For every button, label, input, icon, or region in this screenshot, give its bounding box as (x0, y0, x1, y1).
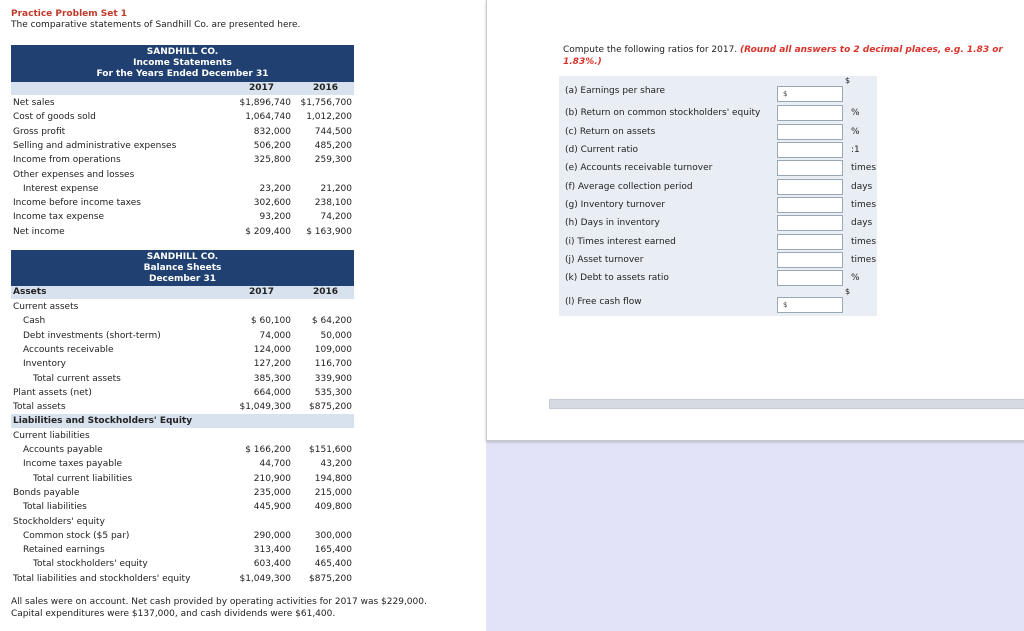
is-row (11, 168, 354, 182)
bs-value-2016: $ 64,200 (311, 316, 352, 327)
bs-value-2016: 43,200 (320, 459, 352, 470)
ratio-label: (l) Free cash flow (565, 297, 642, 307)
is-value-2016: $ 163,900 (306, 226, 352, 237)
bs-statement: Balance Sheets (143, 263, 222, 273)
note-text (11, 596, 471, 620)
is-value-2016: 21,200 (320, 183, 352, 194)
ratio-unit: times (851, 237, 877, 247)
bs-assets-label: Assets (13, 287, 47, 297)
bs-row-label: Cash (23, 316, 46, 327)
bs-value-2016: 535,300 (314, 387, 352, 398)
ratio-label: (c) Return on assets (565, 127, 656, 137)
ratio-label: (h) Days in inventory (565, 218, 660, 228)
is-row (11, 182, 354, 196)
is-value-2017: $ 209,400 (245, 226, 291, 237)
bs-value-2016: 215,000 (314, 487, 352, 498)
ratio-unit: :1 (851, 145, 860, 155)
bs-value-2016: 116,700 (314, 359, 352, 370)
bs-row (11, 572, 354, 586)
bs-row (11, 343, 354, 357)
bs-row (11, 400, 354, 414)
bs-value-2017: 445,900 (253, 502, 291, 513)
bs-row (11, 357, 354, 371)
ratio-answer-input[interactable] (777, 215, 843, 231)
bs-value-2016: 300,000 (314, 530, 352, 541)
is-row (11, 153, 354, 167)
bs-value-2017: 235,000 (253, 487, 291, 498)
bs-value-2016: 465,400 (314, 559, 352, 570)
is-value-2017: 302,600 (253, 198, 291, 209)
bs-value-2017: $ 166,200 (245, 445, 291, 455)
ratio-unit: days (851, 218, 873, 228)
bs-row-label: Common stock ($5 par) (23, 530, 130, 541)
ratio-unit: % (851, 127, 860, 137)
is-value-2017: 23,200 (259, 183, 291, 194)
note-line-1: All sales were on account. Net cash provided by operating activities for 2017 was $229,000. (11, 597, 427, 607)
is-row-label: Net income (13, 226, 65, 237)
bs-value-2017: $ 60,100 (250, 316, 291, 327)
is-statement: Income Statements (133, 58, 232, 68)
problem-intro: The comparative statements of Sandhill Co. are presented here. (11, 20, 301, 30)
bs-value-2016: $875,200 (309, 402, 352, 413)
bs-row-label: Accounts payable (23, 445, 103, 455)
ratio-label: (j) Asset turnover (565, 255, 644, 265)
bs-row (11, 543, 354, 557)
bs-row-label: Total liabilities (23, 502, 87, 513)
ratio-label: (e) Accounts receivable turnover (565, 163, 713, 173)
balance-sheet-header (11, 250, 354, 286)
ratio-answer-input[interactable] (777, 124, 843, 140)
is-year2: 2016 (312, 83, 338, 93)
bs-row-label: Current assets (13, 302, 79, 312)
bs-row (11, 386, 354, 400)
bs-row (11, 457, 354, 471)
bs-value-2017: 313,400 (253, 545, 291, 556)
bs-row (11, 486, 354, 500)
is-value-2016: 485,200 (314, 140, 352, 151)
is-value-2017: 832,000 (253, 126, 291, 137)
is-row-label: Selling and administrative expenses (13, 140, 177, 151)
dollar-sign-inline: $ (783, 301, 788, 309)
bs-value-2017: $1,049,300 (239, 573, 291, 584)
is-row (11, 139, 354, 153)
bs-row-label: Current liabilities (13, 430, 90, 441)
bs-year2: 2016 (312, 287, 338, 297)
is-row-label: Cost of goods sold (13, 112, 96, 123)
is-value-2016: 1,012,200 (306, 112, 352, 123)
bs-year1: 2017 (248, 287, 274, 297)
is-row (11, 196, 354, 210)
bs-row (11, 414, 354, 428)
bs-row-label: Total stockholders' equity (33, 559, 148, 570)
bs-row-label: Inventory (23, 359, 66, 370)
is-value-2016: 744,500 (314, 126, 352, 137)
bs-value-2017: 603,400 (253, 559, 291, 570)
bs-row (11, 557, 354, 571)
is-value-2017: 93,200 (259, 212, 291, 223)
is-value-2017: $1,896,740 (239, 98, 291, 108)
is-row (11, 110, 354, 124)
dollar-sign-label: $ (845, 76, 851, 85)
bs-value-2016: 194,800 (314, 473, 352, 484)
is-row-label: Gross profit (13, 126, 66, 137)
ratio-answer-input[interactable] (777, 105, 843, 121)
bs-company: SANDHILL CO. (146, 252, 219, 262)
ratio-unit: % (851, 108, 860, 118)
is-year1: 2017 (248, 83, 274, 93)
ratio-answer-input[interactable] (777, 270, 843, 286)
problem-panel (0, 0, 486, 631)
is-row-label: Income tax expense (13, 212, 105, 223)
ratio-label: (g) Inventory turnover (565, 200, 665, 210)
bs-row-label: Total assets (13, 402, 66, 413)
bs-row-label: Stockholders' equity (13, 516, 105, 527)
bs-year-row (11, 286, 354, 299)
bs-value-2017: 127,200 (253, 359, 291, 370)
is-row (11, 210, 354, 224)
bs-value-2016: 339,900 (314, 373, 352, 384)
bs-value-2017: 210,900 (253, 473, 291, 484)
bs-value-2017: 74,000 (259, 330, 291, 341)
ratio-unit: times (851, 255, 877, 265)
is-value-2017: 1,064,740 (245, 112, 291, 123)
ratio-answer-input[interactable] (777, 160, 843, 176)
is-value-2016: 259,300 (314, 155, 352, 166)
ratio-unit: % (851, 273, 860, 283)
ratio-label: (d) Current ratio (565, 145, 639, 155)
bs-row (11, 472, 354, 486)
ratio-label: (b) Return on common stockholders' equity (565, 108, 761, 118)
is-value-2017: 506,200 (253, 140, 291, 151)
dollar-sign-inline: $ (783, 90, 788, 98)
ratio-answer-input[interactable] (777, 197, 843, 213)
bs-value-2017: 385,300 (253, 373, 291, 384)
bs-period: December 31 (148, 274, 217, 284)
ratio-label: (f) Average collection period (565, 182, 693, 192)
bs-value-2017: 664,000 (253, 387, 291, 398)
bs-value-2017: 44,700 (259, 459, 291, 470)
bs-row-label: Bonds payable (13, 487, 80, 498)
bs-row (11, 443, 354, 457)
bs-value-2016: 50,000 (320, 330, 352, 341)
is-row-label: Income before income taxes (13, 198, 141, 209)
ratio-unit: days (851, 182, 873, 192)
is-row (11, 96, 354, 110)
bs-row (11, 314, 354, 328)
dollar-sign-label: $ (845, 287, 851, 296)
bs-value-2016: $151,600 (309, 445, 352, 455)
bs-value-2016: 409,800 (314, 502, 352, 513)
income-statement-header (11, 45, 354, 82)
is-value-2016: 74,200 (320, 212, 352, 223)
instructions (563, 44, 1003, 68)
ratio-answer-input[interactable] (777, 252, 843, 268)
ratio-unit: times (851, 200, 877, 210)
bs-row (11, 529, 354, 543)
bs-row (11, 300, 354, 314)
ratio-answer-input[interactable] (777, 179, 843, 195)
ratio-label: (k) Debt to assets ratio (565, 273, 669, 283)
ratio-answer-input[interactable] (777, 234, 843, 250)
bs-row (11, 372, 354, 386)
bs-row (11, 515, 354, 529)
ratio-answer-input[interactable] (777, 142, 843, 158)
bs-value-2017: $1,049,300 (239, 402, 291, 413)
instruction-rounding: (Round all answers to 2 decimal places, e.g. 1.83 or 1.83%.) (563, 45, 1003, 67)
is-value-2016: $1,756,700 (300, 98, 352, 108)
bs-row-label: Total current liabilities (33, 473, 133, 484)
is-row-label: Interest expense (23, 183, 99, 194)
note-line-2: Capital expenditures were $137,000, and cash dividends were $61,400. (11, 609, 336, 619)
instruction-text: Compute the following ratios for 2017. (563, 45, 738, 55)
bs-row-label: Total current assets (33, 373, 121, 384)
is-row (11, 225, 354, 239)
is-year-row (11, 82, 354, 95)
bs-row-label: Retained earnings (23, 545, 105, 556)
bs-value-2016: 109,000 (314, 344, 352, 355)
bs-row-label: Plant assets (net) (13, 387, 92, 398)
is-row-label: Other expenses and losses (13, 169, 135, 180)
bs-row-label: Liabilities and Stockholders' Equity (13, 416, 193, 427)
is-row-label: Income from operations (13, 155, 121, 166)
bs-row-label: Income taxes payable (23, 459, 122, 470)
is-value-2016: 238,100 (314, 198, 352, 209)
bs-value-2016: 165,400 (314, 545, 352, 556)
bs-value-2017: 124,000 (253, 344, 291, 355)
bs-row (11, 429, 354, 443)
is-period: For the Years Ended December 31 (96, 69, 269, 79)
horizontal-scrollbar[interactable] (549, 399, 1024, 409)
ratio-label: (a) Earnings per share (565, 86, 666, 96)
bs-row-label: Debt investments (short-term) (23, 330, 161, 341)
bs-value-2016: $875,200 (309, 573, 352, 584)
bs-row (11, 329, 354, 343)
ratio-unit: times (851, 163, 877, 173)
is-company: SANDHILL CO. (146, 47, 219, 57)
ratio-label: (i) Times interest earned (565, 237, 676, 247)
problem-title: Practice Problem Set 1 (11, 9, 128, 19)
bs-row (11, 500, 354, 514)
bs-row-label: Accounts receivable (23, 344, 114, 355)
is-row-label: Net sales (13, 98, 55, 108)
bs-value-2017: 290,000 (253, 530, 291, 541)
bs-row-label: Total liabilities and stockholders' equity (13, 573, 191, 584)
is-row (11, 125, 354, 139)
is-value-2017: 325,800 (253, 155, 291, 166)
